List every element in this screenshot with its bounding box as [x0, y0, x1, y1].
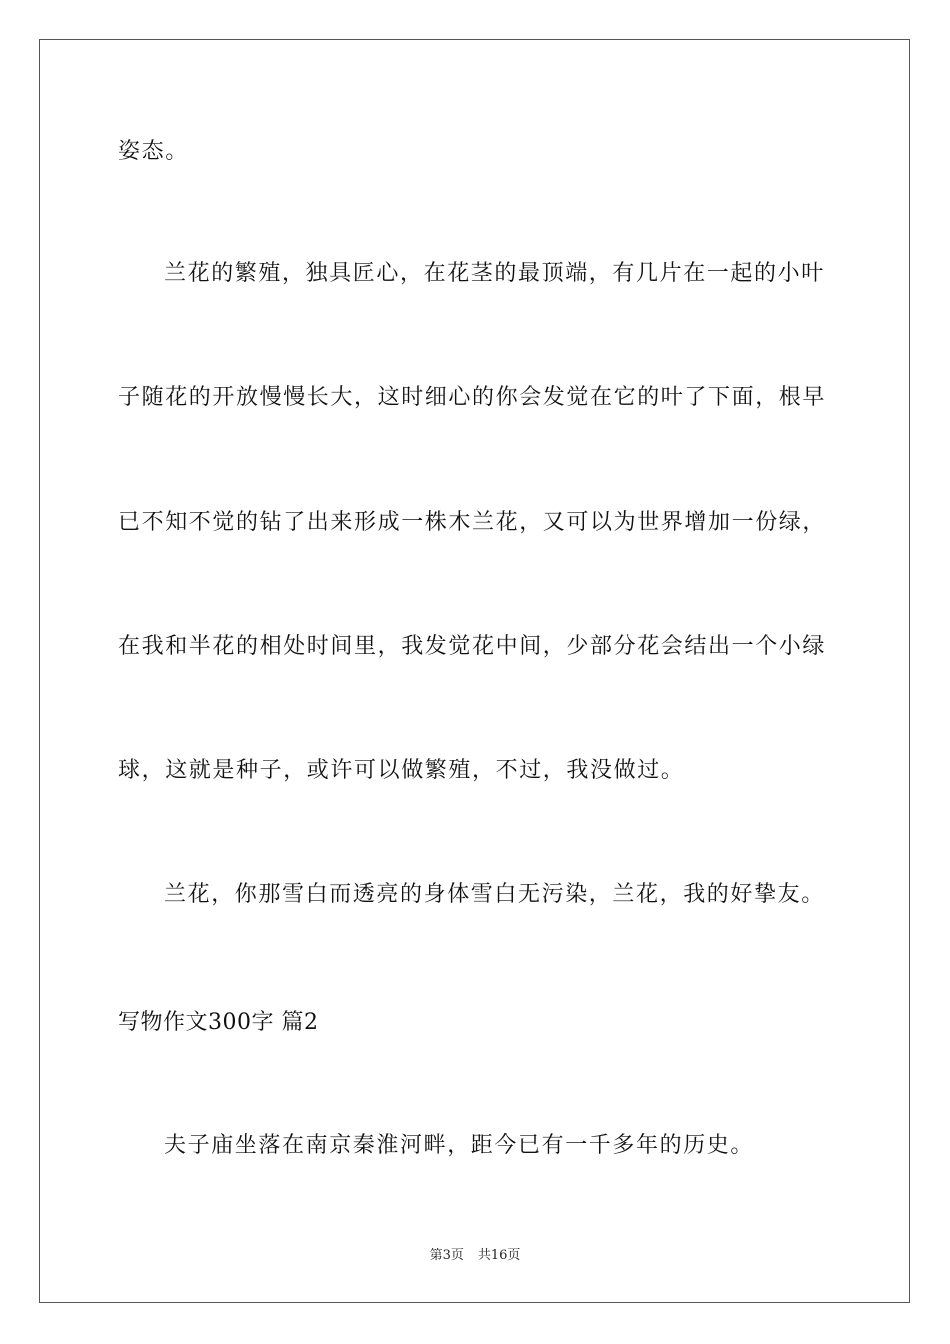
- paragraph-orchid-closing: 兰花，你那雪白而透亮的身体雪白无污染，兰花，我的好挚友。: [164, 882, 825, 907]
- page-total: 共16页: [477, 1248, 521, 1263]
- page-border: [39, 39, 910, 1303]
- section-heading: 写物作文300字 篇2: [118, 1010, 319, 1035]
- paragraph-orchid-reproduction-line-1: 兰花的繁殖，独具匠心，在花茎的最顶端，有几片在一起的小叶: [164, 261, 825, 286]
- text-line-continuation: 姿态。: [118, 139, 189, 164]
- paragraph-confucius-temple: 夫子庙坐落在南京秦淮河畔，距今已有一千多年的历史。: [164, 1133, 755, 1158]
- paragraph-orchid-reproduction-line-3: 已不知不觉的钻了出来形成一株木兰花，又可以为世界增加一份绿，: [118, 510, 827, 535]
- page-footer: [0, 1247, 950, 1265]
- page-number: 第3页: [429, 1248, 464, 1263]
- paragraph-orchid-reproduction-line-5: 球，这就是种子，或许可以做繁殖，不过，我没做过。: [118, 758, 685, 783]
- paragraph-orchid-reproduction-line-2: 子随花的开放慢慢长大，这时细心的你会发觉在它的叶了下面，根早: [118, 385, 827, 410]
- paragraph-orchid-reproduction-line-4: 在我和半花的相处时间里，我发觉花中间，少部分花会结出一个小绿: [118, 634, 827, 659]
